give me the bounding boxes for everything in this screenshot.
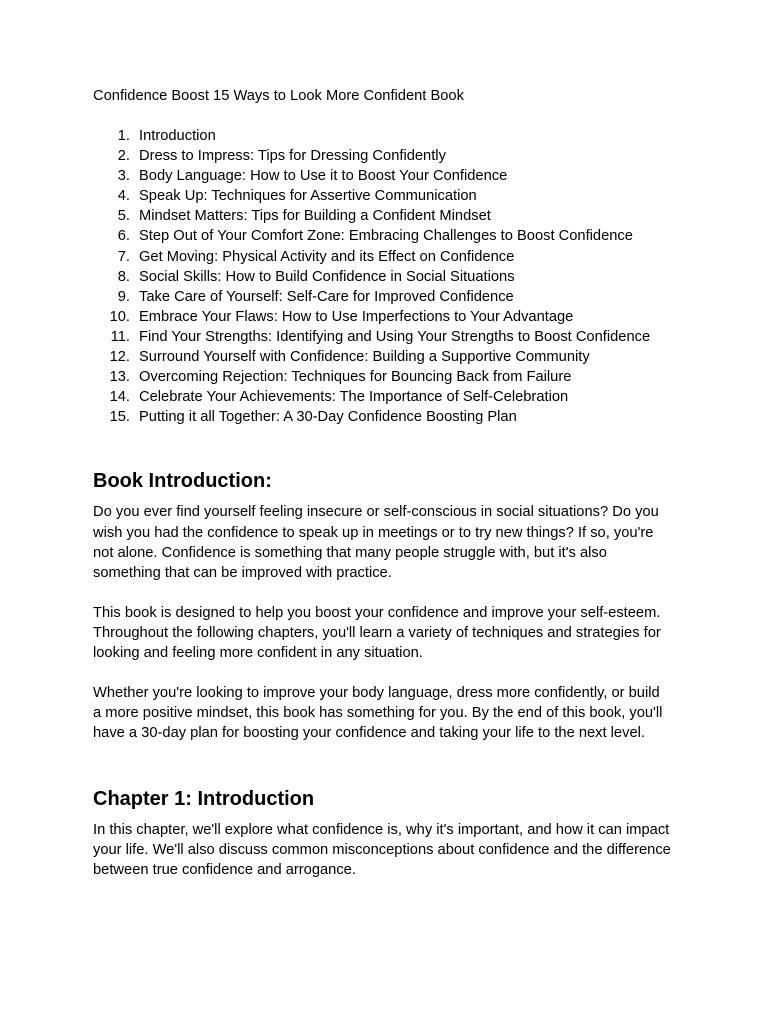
- toc-item-number: 8.: [117, 268, 130, 285]
- toc-item-number: 14.: [109, 389, 130, 406]
- book-introduction-heading: Book Introduction:: [93, 470, 272, 493]
- toc-item-number: 6.: [117, 228, 130, 245]
- toc-item-text: Take Care of Yourself: Self-Care for Improved Confidence: [139, 288, 514, 305]
- chapter-1-paragraph: In this chapter, we'll explore what confidence is, why it's important, and how it can impact your life. We'll also discuss common misconceptions about confidence and the difference between true confidence and arrogance.: [93, 821, 671, 878]
- toc-item-text: Putting it all Together: A 30-Day Confidence Boosting Plan: [139, 409, 517, 426]
- toc-item: [93, 307, 669, 327]
- toc-item: [93, 287, 669, 307]
- toc-item: [93, 247, 669, 267]
- toc-item-number: 1.: [117, 128, 130, 144]
- toc-item-text: Overcoming Rejection: Techniques for Bouncing Back from Failure: [139, 369, 572, 386]
- toc-item: [93, 146, 669, 166]
- toc-item-number: 9.: [117, 288, 130, 305]
- toc-item: [93, 267, 669, 287]
- toc-item: [93, 407, 669, 427]
- document-title: Confidence Boost 15 Ways to Look More Confident Book: [93, 88, 464, 104]
- toc-item: [93, 226, 669, 246]
- toc-item: [93, 126, 669, 146]
- document-content: [93, 86, 693, 880]
- toc-item-text: Step Out of Your Comfort Zone: Embracing Challenges to Boost Confidence: [139, 228, 633, 245]
- toc-item: [93, 166, 669, 186]
- toc-item-number: 12.: [109, 349, 130, 366]
- toc-item-number: 5.: [117, 208, 130, 225]
- toc-item-text: Find Your Strengths: Identifying and Using Your Strengths to Boost Confidence: [139, 328, 651, 345]
- toc-item-text: Surround Yourself with Confidence: Building a Supportive Community: [139, 349, 590, 366]
- toc-item-text: Body Language: How to Use it to Boost Your Confidence: [139, 168, 508, 185]
- toc-item-text: Social Skills: How to Build Confidence in Social Situations: [139, 268, 515, 285]
- toc-item-text: Speak Up: Techniques for Assertive Communication: [139, 188, 477, 205]
- toc-item-text: Dress to Impress: Tips for Dressing Confidently: [139, 148, 446, 165]
- toc-item-text: Celebrate Your Achievements: The Importance of Self-Celebration: [139, 389, 569, 406]
- table-of-contents: [93, 126, 693, 427]
- toc-item: [93, 206, 669, 226]
- toc-item: [93, 387, 669, 407]
- toc-item-number: 7.: [117, 248, 130, 265]
- intro-paragraph: Whether you're looking to improve your body language, dress more confidently, or build a more positive mindset, this book has something for you. By the end of this book, you'll have a 30-day plan for boosting your confidence and taking your life to the next level.: [93, 685, 663, 742]
- toc-item-number: 13.: [109, 369, 130, 386]
- toc-item-number: 10.: [109, 308, 130, 325]
- toc-item-text: Introduction: [139, 128, 216, 144]
- toc-item: [93, 367, 669, 387]
- toc-item-number: 3.: [117, 168, 130, 185]
- toc-item-number: 15.: [109, 409, 130, 426]
- toc-item-text: Embrace Your Flaws: How to Use Imperfections to Your Advantage: [139, 308, 574, 325]
- intro-paragraph: This book is designed to help you boost your confidence and improve your self-esteem. Throughout the following chapters, you'll learn a variety of techniques and strategies for looking and feeling more confident in any situation.: [93, 604, 661, 662]
- toc-item-text: Get Moving: Physical Activity and its Effect on Confidence: [139, 248, 515, 265]
- toc-item-text: Mindset Matters: Tips for Building a Confident Mindset: [139, 208, 491, 225]
- toc-item: [93, 327, 669, 347]
- toc-item: [93, 347, 669, 367]
- toc-item-number: 4.: [117, 188, 130, 205]
- intro-paragraph: Do you ever find yourself feeling insecure or self-conscious in social situations? Do you wish you had the confidence to speak up in meetings or to try new things? If so, you're not alone. Confidence is something that many people struggle with, but it's also something that can be improved with practice.: [93, 504, 659, 581]
- toc-item-number: 2.: [117, 148, 130, 165]
- toc-item: [93, 186, 669, 206]
- toc-item-number: 11.: [110, 328, 130, 345]
- chapter-1-heading: Chapter 1: Introduction: [93, 787, 315, 810]
